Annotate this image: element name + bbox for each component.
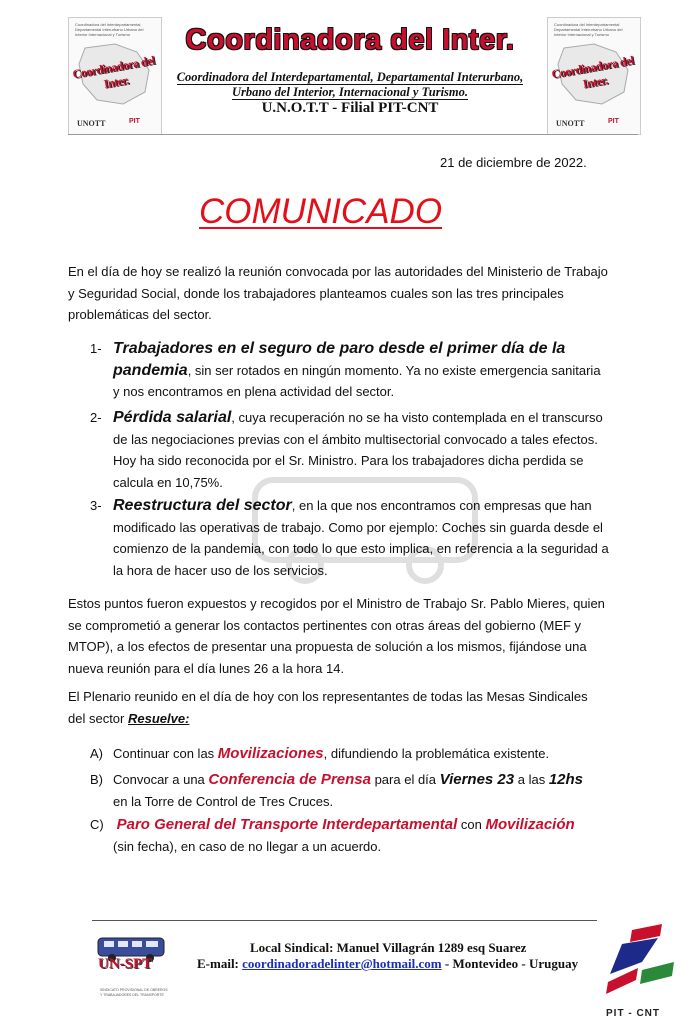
footer-logo-left [92,930,172,1012]
logo-badge: PIT [608,118,619,125]
resolution-letter: A) [90,746,103,761]
header-subtitle-3: U.N.O.T.T - Filial PIT-CNT [261,100,439,116]
problem-text: , en la que nos encontramos con empresas que han modificado las operativas de trabajo. Como por ejemplo: Coches sin guarda desde el comienzo de la pandemia, con todo lo que esto implica, en referencia a la seguridad a la hora de hacer uso de los servicios. [113,498,609,579]
pit-cnt-logo-icon [602,922,678,1006]
document-heading: COMUNICADO [199,192,443,231]
problem-number: 1- [90,341,102,356]
footer-left-logo-text: UN-SPT [98,956,153,972]
logo-unott: UNOTT [77,119,106,128]
plenario-paragraph: El Plenario reunido en el día de hoy con los representantes de todas las Mesas Sindicales del sector Resuelve: [68,689,588,726]
resolution-letter: C) [90,817,104,832]
logo-tiny-text: Coordinadora del Interdepartamental Departamental Interurbano Urbano del Interior Internacional y Turismo [75,22,144,37]
intro-paragraph: En el día de hoy se realizó la reunión convocada por las autoridades del Ministerio de Trabajo y Seguridad Social, donde los trabajadores planteamos cuales son las tres principales problemáticas del sector. [68,264,608,323]
logo-stamp: Coordinadora del Inter. [71,53,156,91]
logo-badge: PIT [129,118,140,125]
email-link[interactable]: coordinadoradelinter@hotmail.com [242,956,442,971]
problem-label: Trabajadores en el seguro de paro desde el primer día de la pandemia [113,340,566,379]
problem-item-1 [90,338,610,403]
header-divider [68,134,638,135]
footer-divider [92,920,597,921]
footer-left-tiny: SINDICATO PROVISIONAL DE OBREROS Y TRABAJADORES DEL TRANSPORTE [100,988,168,997]
header-subtitle-1: Coordinadora del Interdepartamental, Departamental Interurbano, [176,70,524,84]
logo-stamp: Coordinadora del Inter. [550,53,635,91]
header-logo-right [547,17,641,135]
problem-number: 2- [90,410,102,425]
footer-address: Local Sindical: Manuel Villagrán 1289 esq Suarez [250,940,527,955]
logo-tiny-text: Coordinadora del Interdepartamental Departamental Interurbano Urbano del Interior Internacional y Turismo [554,22,623,37]
header-title: Coordinadora del Inter. [185,24,515,56]
resolution-letter: B) [90,772,103,787]
problem-label: Pérdida salarial [113,409,232,426]
pit-cnt-label: PIT - CNT [606,1008,660,1019]
resuelve-label: Resuelve: [128,710,190,726]
footer-contact: E-mail: coordinadoradelinter@hotmail.com - Montevideo - Uruguay [197,956,579,971]
resolution-a: A) Continuar con las Movilizaciones, difundiendo la problemática existente. [90,743,610,765]
bus-watermark-icon [235,450,495,590]
resolution-c: C) Paro General del Transporte Interdepartamental con Movilización (sin fecha), en caso de no llegar a un acuerdo. [90,816,575,854]
document-date: 21 de diciembre de 2022. [440,155,587,170]
resolution-b: B) Convocar a una Conferencia de Prensa para el día Viernes 23 a las 12hs en la Torre de Control de Tres Cruces. [90,771,584,809]
header-subtitle-2: Urbano del Interior, Internacional y Turismo. [231,85,469,99]
pit-cnt-logo [602,922,678,1022]
logo-unott: UNOTT [556,119,585,128]
problem-label: Reestructura del sector [113,497,292,514]
header-logo-left [68,17,162,135]
problem-number: 3- [90,498,102,513]
ministry-paragraph: Estos puntos fueron expuestos y recogidos por el Ministro de Trabajo Sr. Pablo Mieres, quien se comprometió a generar los contactos pertinentes con otras áreas del gobierno (MEF y MTOP), a los efectos de presentar una propuesta de solución a los mismos, fijándose una nueva reunión para el día lunes 26 a la hora 14. [68,596,605,677]
problem-text: , cuya recuperación no se ha visto contemplada en el transcurso de las negociaciones previas con el ámbito multisectorial convocado a tales efectos. Hoy ha sido reconocida por el Sr. Ministro. Para los trabajadores dicha perdida se calcula en 10,75%. [113,410,603,491]
problem-text: , sin ser rotados en ningún momento. Ya no existe emergencia sanitaria y nos encontramos en plena actividad del sector. [113,362,601,400]
